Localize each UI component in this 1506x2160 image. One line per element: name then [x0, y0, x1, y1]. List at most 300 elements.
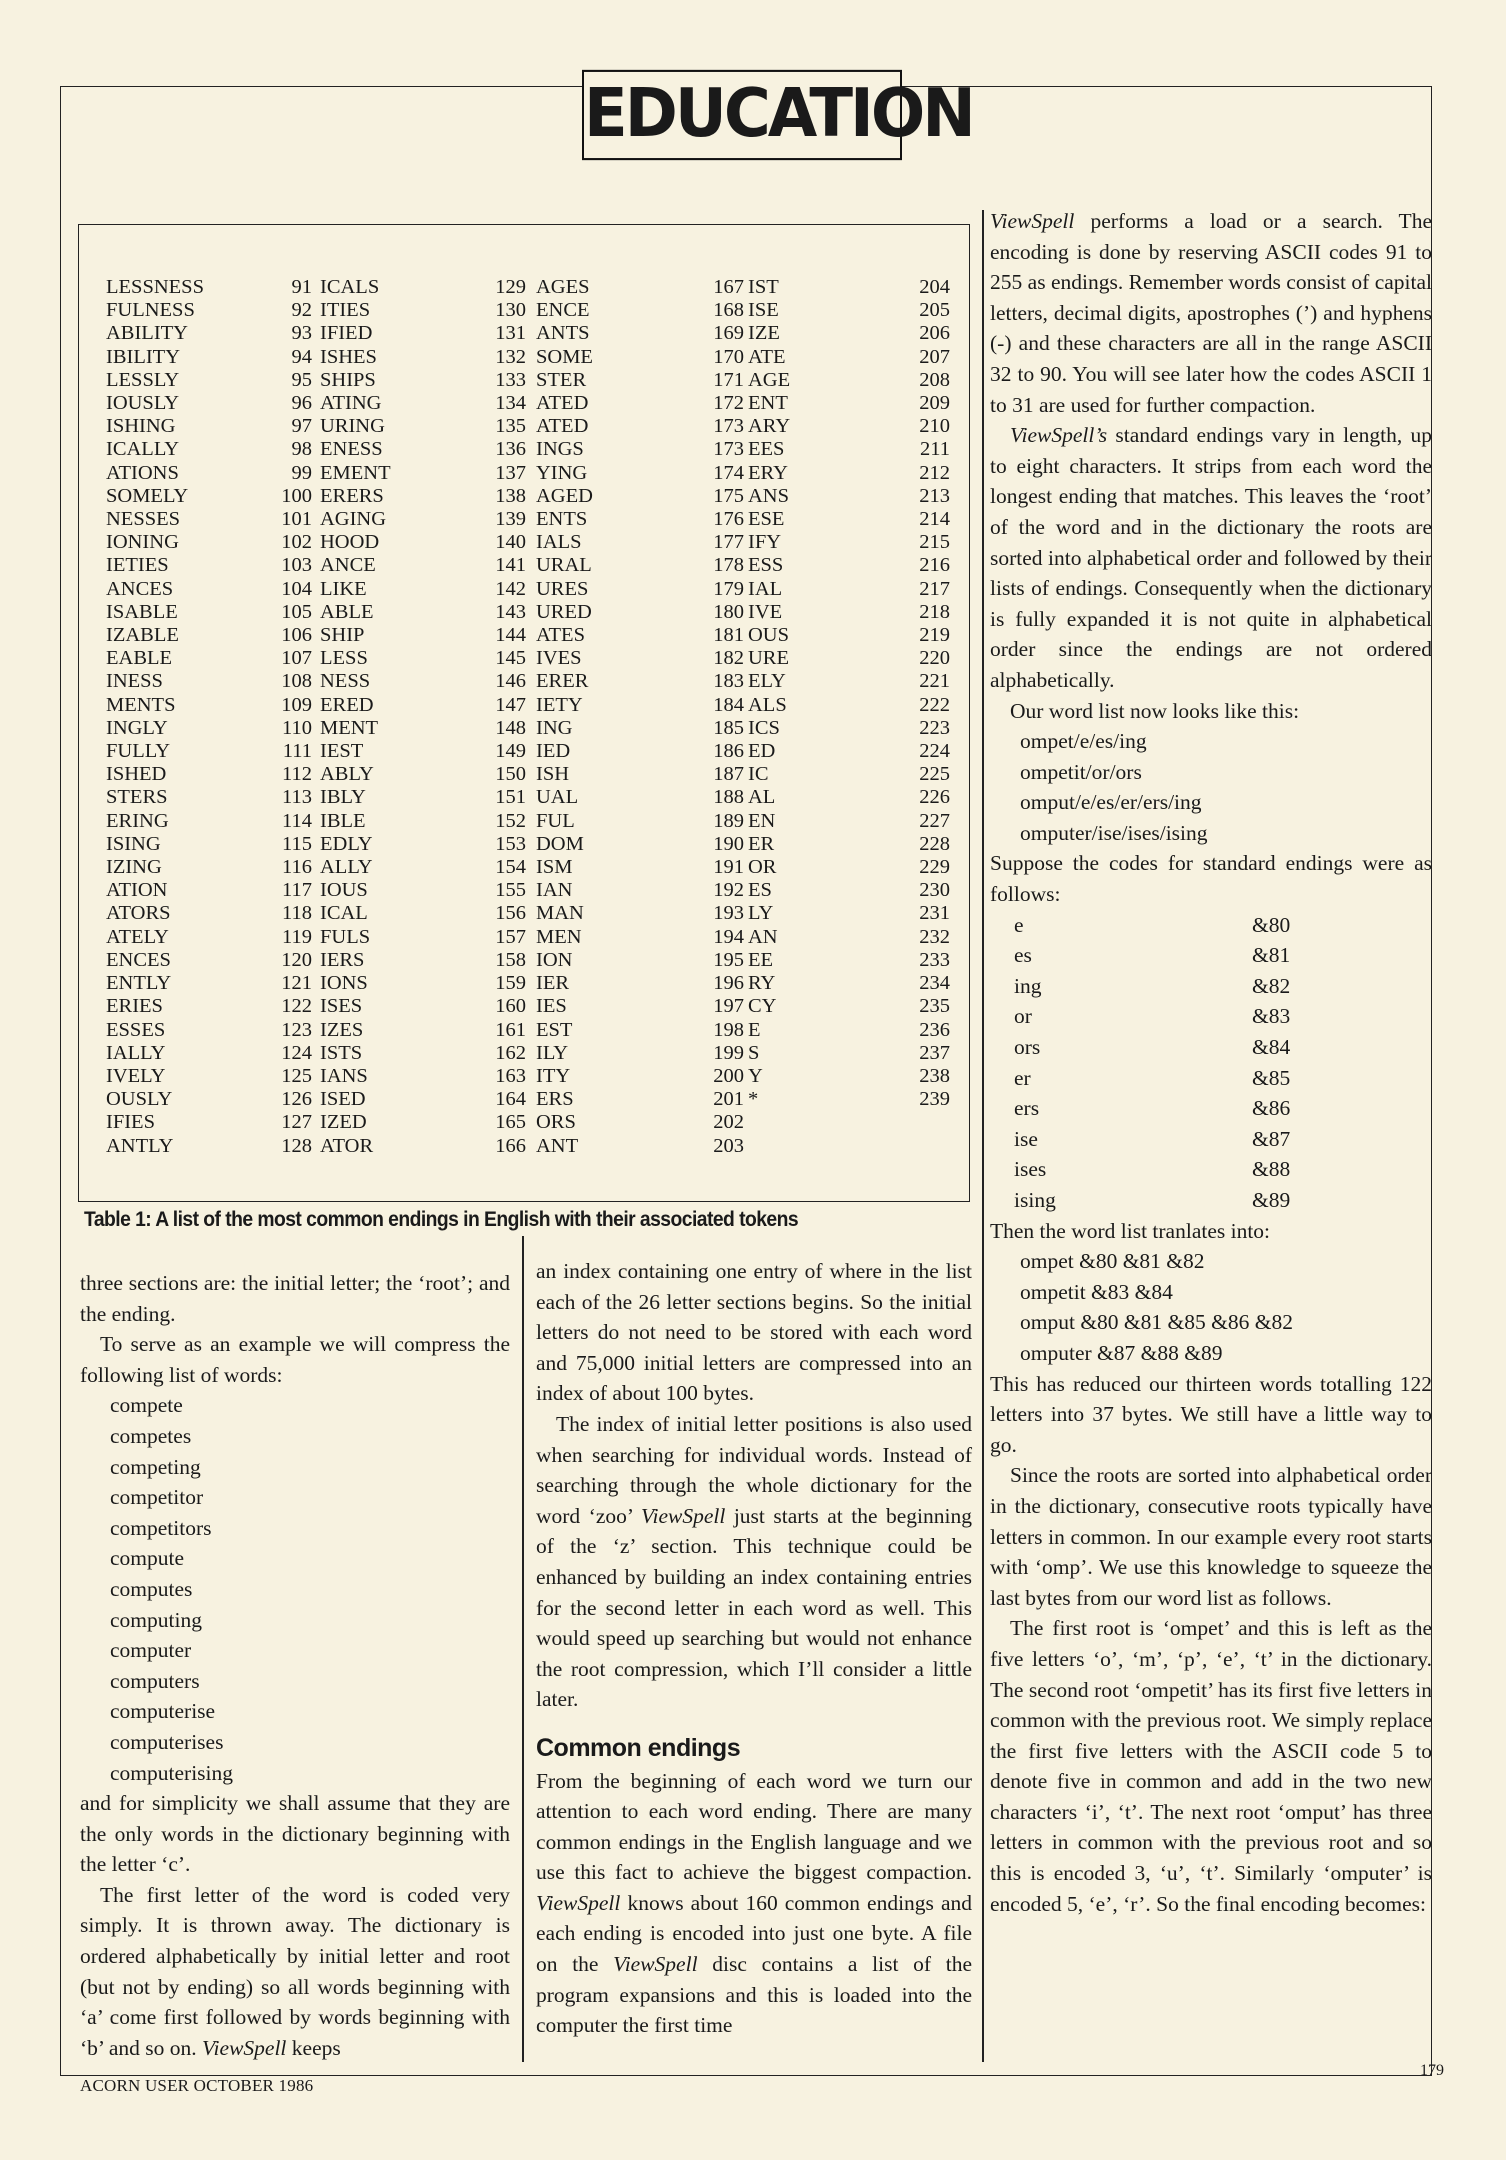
table-row: [106, 485, 312, 508]
ending-text: IFIES: [106, 1111, 155, 1134]
table-row: [106, 740, 312, 763]
ending-token: 187: [713, 763, 744, 786]
table-row: [320, 810, 526, 833]
ending-token: 134: [495, 392, 526, 415]
ending-token: 121: [281, 972, 312, 995]
table-row: [748, 392, 950, 415]
table-row: [536, 810, 744, 833]
ending-token: 127: [281, 1111, 312, 1134]
ending-token: 158: [495, 948, 526, 971]
table-column-4: [748, 276, 950, 1111]
root-item: ompetit/or/ors: [1020, 759, 1142, 784]
paragraph: The index of initial letter positions is also used when searching for individual words. Instead of searching through the whole dictionary for the word ‘zoo’ ViewSpell just starts at the beginning of the ‘z’ section. This technique could be enhanced by building an index containing entries for the second letter in each word as well. This would speed up searching but would not enhance the root compression, which I’ll consider a little later.: [536, 1411, 973, 1712]
table-row: [536, 1019, 744, 1042]
word-item: competitors: [110, 1515, 212, 1540]
table-row: [320, 508, 526, 531]
ending-token: 185: [713, 716, 744, 739]
ending-token: 195: [713, 948, 744, 971]
ending-text: ARY: [748, 415, 791, 438]
ending-token: 214: [919, 508, 950, 531]
table-row: [106, 786, 312, 809]
ending-token: 120: [281, 948, 312, 971]
ending-text: IONING: [106, 531, 179, 554]
ending-text: ANTS: [536, 322, 590, 345]
ending-text: ISE: [748, 299, 779, 322]
table-row: [536, 346, 744, 369]
ending-token: 173: [713, 438, 744, 461]
ending-text: ERED: [320, 693, 374, 716]
ending-text: ICALLY: [106, 438, 180, 461]
table-row: [748, 1065, 950, 1088]
table-row: [320, 369, 526, 392]
word-item: computes: [110, 1576, 193, 1601]
ending-text: IBILITY: [106, 345, 181, 368]
ending-text: ILY: [536, 1041, 569, 1064]
ending-token: 122: [281, 995, 312, 1018]
table-row: [106, 392, 312, 415]
table-row: [748, 786, 950, 809]
ending-text: LESSNESS: [106, 276, 204, 298]
table-row: [536, 1111, 744, 1134]
ending-text: IERS: [320, 948, 365, 971]
ending-text: IALLY: [106, 1041, 166, 1064]
ending-token: 226: [919, 786, 950, 809]
table-row: [320, 624, 526, 647]
ending-codes-table: [990, 910, 1432, 1216]
ending-text: IVE: [748, 600, 783, 623]
table-row: [748, 462, 950, 485]
ending-text: ALS: [748, 693, 787, 716]
ending-text: ED: [748, 740, 776, 763]
table-row: [320, 670, 526, 693]
table-row: [536, 1135, 744, 1158]
ending-token: 171: [713, 368, 744, 391]
table-row: [748, 322, 950, 345]
table-row: [106, 902, 312, 925]
ending-text: NESSES: [106, 508, 181, 531]
ending-text: IFY: [748, 531, 782, 554]
ending-text: ICALS: [320, 276, 380, 298]
table-row: [536, 995, 744, 1018]
paragraph: three sections are: the initial letter; the ‘root’; and the ending.: [80, 1271, 510, 1326]
table-row: [106, 1088, 312, 1111]
table-row: [106, 694, 312, 717]
ending-token: 138: [495, 484, 526, 507]
ending-token: 179: [713, 577, 744, 600]
table-row: [748, 694, 950, 717]
ending-token: 211: [920, 438, 950, 461]
ending-text: ENTLY: [106, 972, 172, 995]
table-row: [536, 902, 744, 925]
ending-text: MENTS: [106, 693, 176, 716]
ending-text: FULLY: [106, 740, 171, 763]
ending-text: EE: [748, 948, 774, 971]
ending-text: ATED: [536, 392, 589, 415]
ending-token: 153: [495, 832, 526, 855]
ending-token: 113: [282, 786, 312, 809]
ending-token: 123: [281, 1018, 312, 1041]
ending-token: 102: [281, 531, 312, 554]
ending-token: 180: [713, 600, 744, 623]
table-row: [106, 299, 312, 322]
table-row: [748, 902, 950, 925]
paragraph: The first root is ‘ompet’ and this is left as the five letters ‘o’, ‘m’, ‘p’, ‘e’, ‘t’ in the dictionary. The second root ‘ompetit’ has its first five letters in common with the previous root. We simply replace the first five letters with the ASCII code 5 to denote five in common and add in the two new characters ‘i’, ‘t’. The next root ‘omput’ has three letters in common with the previous root and so this is encoded 3, ‘u’, ‘t’. Similarly ‘omputer’ is encoded 5, ‘e’, ‘r’. So the final encoding becomes:: [990, 1616, 1432, 1916]
code-value: &80: [1252, 912, 1291, 937]
ending-text: ATED: [536, 415, 589, 438]
table-row: [106, 879, 312, 902]
table-row: [106, 833, 312, 856]
ending-token: 235: [919, 995, 950, 1018]
table-row: [748, 1088, 950, 1111]
ending-text: IANS: [320, 1064, 368, 1087]
ending-token: 196: [713, 972, 744, 995]
ending-text: NESS: [320, 670, 371, 693]
ending-token: 182: [713, 647, 744, 670]
code-value: &86: [1252, 1096, 1291, 1121]
table-row: [748, 879, 950, 902]
ending-text: IC: [748, 763, 769, 786]
ending-token: 163: [495, 1064, 526, 1087]
code-ending: e: [1014, 912, 1024, 937]
table-row: [320, 485, 526, 508]
table-row: [106, 810, 312, 833]
code-ending: ise: [1014, 1126, 1038, 1151]
ending-text: HOOD: [320, 531, 380, 554]
ending-token: 159: [495, 972, 526, 995]
table-row: [748, 438, 950, 461]
encoded-item: ompet &80 &81 &82: [1020, 1249, 1205, 1274]
table-row: [106, 717, 312, 740]
ending-token: 116: [282, 856, 312, 879]
table-row: [106, 647, 312, 670]
table-row: [536, 415, 744, 438]
table-row: [320, 856, 526, 879]
word-item: computers: [110, 1668, 200, 1693]
ending-text: ERERS: [320, 484, 384, 507]
ending-text: EABLE: [106, 647, 173, 670]
table-row: [106, 995, 312, 1018]
ending-token: 135: [495, 415, 526, 438]
ending-token: 150: [495, 763, 526, 786]
paragraph: an index containing one entry of where in the list each of the 26 letter sections begins. So the initial letters do not need to be stored with each word and 75,000 initial letters are compressed into an index of about 100 bytes.: [536, 1259, 972, 1406]
table-row: [320, 1042, 526, 1065]
ending-token: 217: [919, 577, 950, 600]
ending-token: 109: [281, 693, 312, 716]
ending-token: 142: [495, 577, 526, 600]
ending-text: YING: [536, 461, 588, 484]
ending-text: IONS: [320, 972, 368, 995]
table-row: [106, 1135, 312, 1158]
ending-text: ANS: [748, 484, 790, 507]
paragraph: ViewSpell’s standard endings vary in length, up to eight characters. It strips from each word the longest ending that matches. This leaves the ‘root’ of the word and in the dictionary the roots are sorted into alphabetical order and followed by their lists of endings. Consequently when the dictionary is fully expanded it is not quite in alphabetical order since the endings are not ordered alphabetically.: [990, 423, 1432, 692]
ending-token: 139: [495, 508, 526, 531]
ending-token: 216: [919, 554, 950, 577]
table-row: [748, 299, 950, 322]
ending-text: ENT: [748, 392, 788, 415]
word-item: computing: [110, 1607, 202, 1632]
ending-text: IED: [536, 740, 571, 763]
ending-text: IZING: [106, 856, 162, 879]
table-row: [320, 1135, 526, 1158]
ending-token: 91: [291, 276, 312, 298]
word-item: compute: [110, 1546, 185, 1571]
table-row: [320, 786, 526, 809]
ending-text: EST: [536, 1018, 573, 1041]
root-item: omput/e/es/er/ers/ing: [1020, 790, 1202, 815]
ending-text: IZABLE: [106, 624, 179, 647]
ending-token: 202: [713, 1111, 744, 1134]
ending-text: FULS: [320, 925, 371, 948]
table-row: [748, 740, 950, 763]
ending-token: 169: [713, 322, 744, 345]
table-row: [106, 346, 312, 369]
ending-text: SHIP: [320, 624, 365, 647]
ending-text: IAN: [536, 879, 573, 902]
article-column-1: [80, 1268, 510, 2063]
ending-token: 149: [495, 740, 526, 763]
table-row: [536, 670, 744, 693]
ending-token: 166: [495, 1134, 526, 1157]
table-row: [106, 624, 312, 647]
table-row: [536, 647, 744, 670]
word-item: computerises: [110, 1729, 224, 1754]
ending-text: ENTS: [536, 508, 588, 531]
table-row: [536, 926, 744, 949]
table-row: [106, 763, 312, 786]
table-row: [536, 1088, 744, 1111]
word-list: [80, 1390, 510, 1788]
ending-token: 205: [919, 299, 950, 322]
ending-token: 237: [919, 1041, 950, 1064]
ending-text: SOME: [536, 345, 593, 368]
table-row: [536, 972, 744, 995]
table-row: [106, 438, 312, 461]
ending-text: URING: [320, 415, 385, 438]
paragraph: To serve as an example we will compress the following list of words:: [80, 1332, 510, 1387]
table-row: [320, 879, 526, 902]
table-row: [536, 1065, 744, 1088]
ending-token: 234: [919, 972, 950, 995]
ending-text: UAL: [536, 786, 579, 809]
ending-token: 213: [919, 484, 950, 507]
ending-text: ITY: [536, 1064, 571, 1087]
ending-text: ISM: [536, 856, 573, 879]
table-row: [320, 995, 526, 1018]
code-value: &82: [1252, 973, 1291, 998]
ending-text: ES: [748, 879, 772, 902]
ending-text: ATES: [536, 624, 585, 647]
ending-token: 236: [919, 1018, 950, 1041]
code-ending: ors: [1014, 1035, 1041, 1060]
table-row: [106, 415, 312, 438]
table-row: [320, 926, 526, 949]
article-column-3: [990, 206, 1432, 1919]
ending-token: 92: [291, 299, 312, 322]
table-row: [106, 1019, 312, 1042]
ending-token: 224: [919, 740, 950, 763]
ending-text: ISES: [320, 995, 363, 1018]
table-row: [536, 624, 744, 647]
table-row: [748, 601, 950, 624]
ending-text: ERING: [106, 809, 169, 832]
ending-text: OUS: [748, 624, 790, 647]
ending-token: 201: [713, 1088, 744, 1111]
ending-token: 95: [291, 368, 312, 391]
ending-token: 97: [291, 415, 312, 438]
ending-text: MENT: [320, 716, 379, 739]
ending-token: 218: [919, 600, 950, 623]
ending-text: MEN: [536, 925, 582, 948]
ending-text: IZES: [320, 1018, 364, 1041]
ending-text: EES: [748, 438, 785, 461]
column-rule: [982, 210, 984, 2062]
table-row: [536, 438, 744, 461]
ending-text: ANT: [536, 1134, 579, 1157]
table-row: [320, 531, 526, 554]
ending-text: ATION: [106, 879, 168, 902]
ending-token: 98: [291, 438, 312, 461]
table-row: [320, 346, 526, 369]
table-row: [320, 276, 526, 299]
ending-token: 192: [713, 879, 744, 902]
code-ending: ers: [1014, 1096, 1040, 1121]
ending-text: EMENT: [320, 461, 391, 484]
ending-token: 167: [713, 276, 744, 298]
table-row: [748, 647, 950, 670]
table-row: [320, 392, 526, 415]
word-item: competitor: [110, 1485, 204, 1510]
ending-text: ENCES: [106, 948, 171, 971]
ending-token: 133: [495, 368, 526, 391]
ending-text: ISABLE: [106, 600, 178, 623]
ending-text: ESS: [748, 554, 784, 577]
table-row: [320, 1065, 526, 1088]
ending-text: INESS: [106, 670, 163, 693]
ending-token: 94: [291, 345, 312, 368]
word-item: competes: [110, 1423, 192, 1448]
table-row: [320, 694, 526, 717]
ending-text: ANCES: [106, 577, 174, 600]
ending-token: 197: [713, 995, 744, 1018]
ending-text: ITIES: [320, 299, 371, 322]
ending-token: 222: [919, 693, 950, 716]
table-row: [536, 369, 744, 392]
ending-token: 147: [495, 693, 526, 716]
ending-text: ESE: [748, 508, 785, 531]
ending-token: 221: [919, 670, 950, 693]
table-row: [320, 833, 526, 856]
code-value: &88: [1252, 1157, 1291, 1182]
word-item: computer: [110, 1638, 192, 1663]
ending-token: 157: [495, 925, 526, 948]
ending-text: IZED: [320, 1111, 367, 1134]
ending-text: INGLY: [106, 716, 168, 739]
ending-text: IEST: [320, 740, 364, 763]
ending-token: 183: [713, 670, 744, 693]
table-row: [106, 554, 312, 577]
ending-token: 152: [495, 809, 526, 832]
ending-token: 204: [919, 276, 950, 298]
table-row: [748, 369, 950, 392]
ending-text: ATORS: [106, 902, 171, 925]
ending-token: 162: [495, 1041, 526, 1064]
ending-text: IST: [748, 276, 779, 298]
table-row: [106, 578, 312, 601]
ending-text: ABLE: [320, 600, 374, 623]
ending-text: STERS: [106, 786, 168, 809]
table-row: [748, 856, 950, 879]
ending-token: 111: [282, 740, 312, 763]
table-row: [748, 276, 950, 299]
ending-token: 212: [919, 461, 950, 484]
table-row: [748, 508, 950, 531]
ending-text: ERER: [536, 670, 589, 693]
table-row: [536, 856, 744, 879]
ending-token: 181: [713, 624, 744, 647]
table-row: [536, 694, 744, 717]
table-row: [748, 485, 950, 508]
ending-text: IFIED: [320, 322, 373, 345]
ending-token: 132: [495, 345, 526, 368]
word-item: computerising: [110, 1760, 234, 1785]
ending-token: 160: [495, 995, 526, 1018]
ending-token: 96: [291, 392, 312, 415]
ending-token: 115: [282, 832, 312, 855]
encoded-item: omput &80 &81 &85 &86 &82: [1020, 1310, 1293, 1335]
table-row: [748, 972, 950, 995]
ending-token: 198: [713, 1018, 744, 1041]
ending-token: 215: [919, 531, 950, 554]
ending-text: Y: [748, 1064, 763, 1087]
code-ending: ising: [1014, 1188, 1056, 1212]
code-ending: ises: [1014, 1157, 1047, 1182]
ending-text: CY: [748, 995, 777, 1018]
table-row: [320, 322, 526, 345]
ending-text: IALS: [536, 531, 582, 554]
paragraph: From the beginning of each word we turn our attention to each word ending. There are many common endings in the English language and we use this fact to achieve the biggest compaction. ViewSpell knows about 160 common endings and each ending is encoded into just one byte. A file on the ViewSpell disc contains a list of the program expansions and this is loaded into the computer the first time: [536, 1768, 972, 2038]
ending-token: 228: [919, 832, 950, 855]
table-row: [320, 972, 526, 995]
table-row: [320, 902, 526, 925]
ending-text: IZE: [748, 322, 780, 345]
table-row: [536, 601, 744, 624]
ending-token: 124: [281, 1041, 312, 1064]
table-row: [320, 462, 526, 485]
ending-token: 173: [713, 415, 744, 438]
ending-token: 220: [919, 647, 950, 670]
ending-token: 175: [713, 484, 744, 507]
ending-text: AGING: [320, 508, 387, 531]
root-item: omputer/ise/ises/ising: [1020, 820, 1208, 845]
ending-text: ISHES: [320, 345, 377, 368]
ending-text: AL: [748, 786, 776, 809]
ending-token: 203: [713, 1134, 744, 1157]
ending-token: 107: [281, 647, 312, 670]
table-row: [748, 833, 950, 856]
ending-token: 106: [281, 624, 312, 647]
ending-text: ENCE: [536, 299, 590, 322]
ending-text: ELY: [748, 670, 786, 693]
ending-text: EDLY: [320, 832, 373, 855]
ending-text: ERIES: [106, 995, 163, 1018]
table-row: [536, 276, 744, 299]
ending-token: 191: [713, 856, 744, 879]
ending-token: 229: [919, 856, 950, 879]
ending-text: ABLY: [320, 763, 374, 786]
ending-token: 140: [495, 531, 526, 554]
ending-token: 156: [495, 902, 526, 925]
ending-token: 93: [291, 322, 312, 345]
